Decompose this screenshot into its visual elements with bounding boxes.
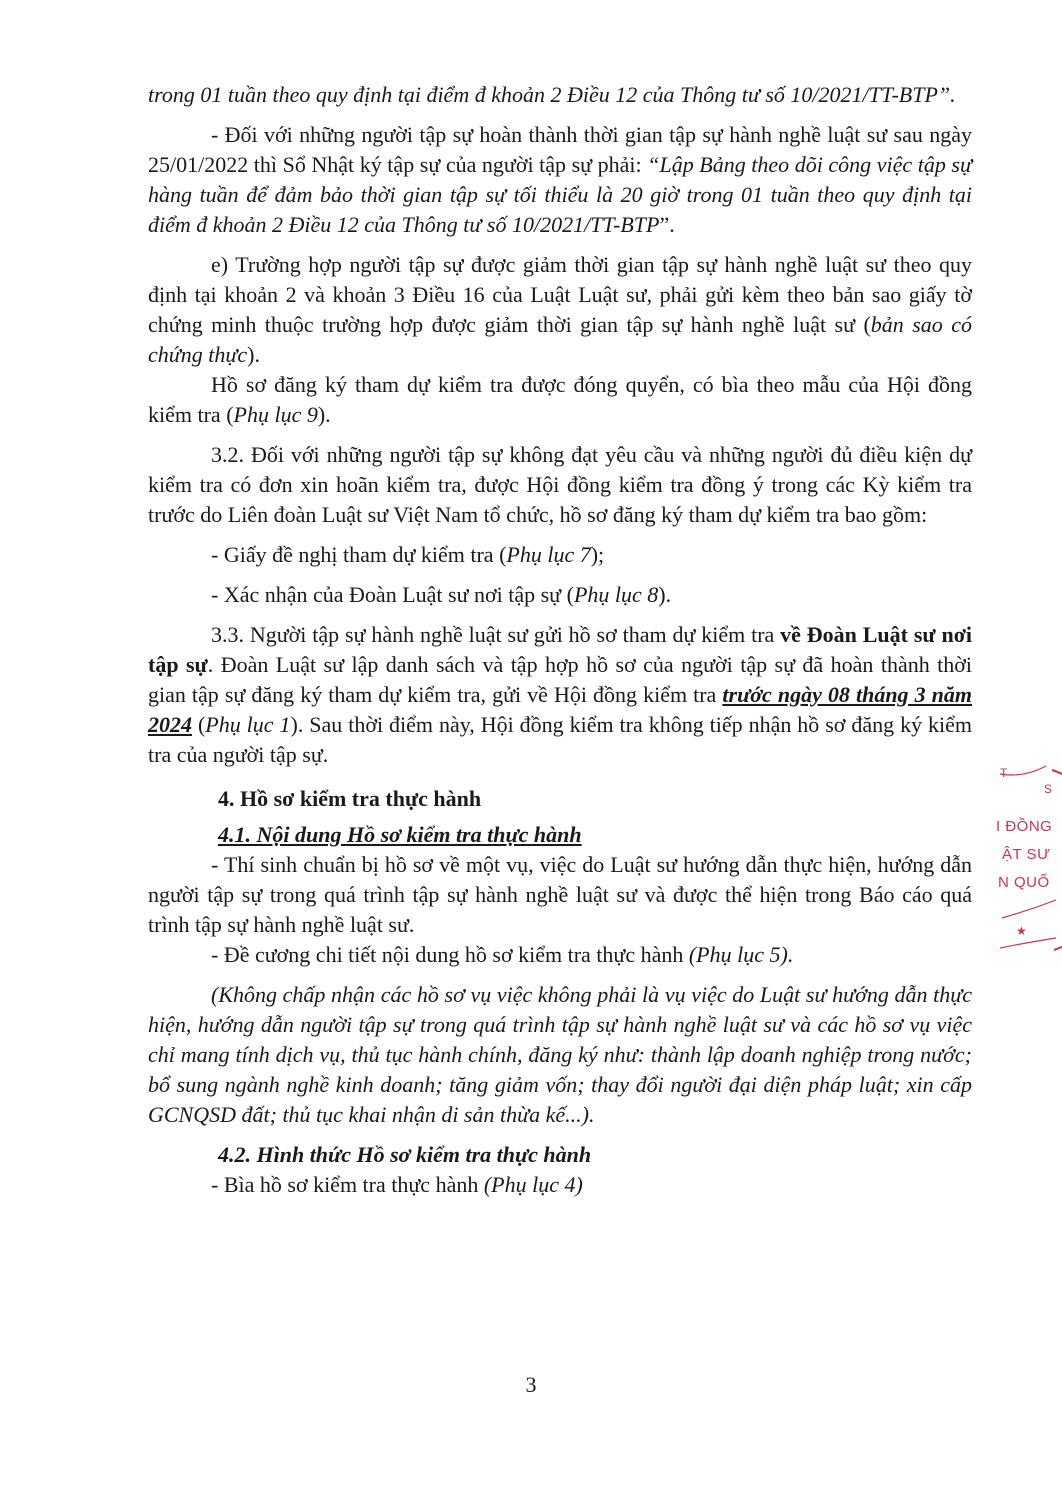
text-run: Phụ lục 1	[205, 712, 291, 737]
text-run: (Phụ lục 5).	[688, 942, 794, 967]
text-run: - Đối với những người tập sự hoàn thành thời gian tập sự hành nghề luật sư sau ngày 25/01/2022 thì Sổ Nhật ký tập sự của người tập sự phải:	[148, 122, 972, 177]
paragraph	[148, 440, 972, 530]
text-run: bản sao có chứng thực	[148, 312, 972, 367]
paragraph	[148, 250, 972, 370]
text-run: Hồ sơ đăng ký tham dự kiểm tra được đóng quyển, có bìa theo mẫu của Hội đồng kiểm tra (	[148, 372, 972, 427]
text-run: ).	[247, 342, 260, 367]
paragraph	[148, 540, 972, 570]
seal-text-5: N QUỐ	[998, 874, 1050, 891]
text-run: 4. Hồ sơ kiểm tra thực hành	[218, 786, 482, 811]
paragraph	[148, 820, 972, 850]
paragraph	[148, 370, 972, 430]
text-run: trong 01 tuần theo quy định tại điểm đ khoản 2 Điều 12 của Thông tư số 10/2021/TT-BTP”.	[148, 82, 956, 107]
document-body	[148, 80, 972, 1200]
seal-text-4: ẬT SƯ	[1002, 846, 1051, 863]
text-run: - Bìa hồ sơ kiểm tra thực hành	[211, 1172, 484, 1197]
text-run: - Xác nhận của Đoàn Luật sư nơi tập sự (	[211, 582, 574, 607]
text-run: ). Sau thời điểm này, Hội đồng kiểm tra không tiếp nhận hồ sơ đăng ký kiểm tra của người tập sự.	[148, 712, 973, 767]
paragraph	[148, 850, 972, 940]
paragraph	[148, 784, 972, 814]
text-run: ”.	[659, 212, 675, 237]
text-run: );	[590, 542, 605, 567]
text-run: Phụ lục 7	[506, 542, 591, 567]
text-run: (Phụ lục 4)	[483, 1172, 583, 1197]
paragraph	[148, 80, 972, 110]
text-run: (Không chấp nhận các hồ sơ vụ việc không phải là vụ việc do Luật sư hướng dẫn thực hiện, hướng dẫn người tập sự trong quá trình tập sự hành nghề luật sư và các hồ sơ vụ việc chỉ mang tính dịch vụ, thủ tục hành chính, đăng ký như: thành lập doanh nghiệp trong nước; bổ sung ngành nghề kinh doanh; tăng giảm vốn; thay đổi người đại diện pháp luật; xin cấp GCNQSD đất; thủ tục khai nhận di sản thừa kế...).	[148, 982, 972, 1127]
red-seal-stamp	[994, 760, 1062, 960]
seal-text-1: T	[1000, 766, 1008, 780]
text-run: ).	[317, 402, 331, 427]
paragraph	[148, 120, 972, 240]
text-run: 4.1. Nội dung Hồ sơ kiểm tra thực hành	[218, 822, 582, 847]
paragraph	[148, 620, 972, 770]
text-run: - Đề cương chi tiết nội dung hồ sơ kiểm tra thực hành	[211, 942, 689, 967]
text-run: ).	[658, 582, 672, 607]
seal-text-2: S	[1044, 782, 1053, 796]
paragraph	[148, 1140, 972, 1170]
seal-star-icon: ★	[1016, 924, 1028, 938]
text-run: - Thí sinh chuẩn bị hồ sơ về một vụ, việc do Luật sư hướng dẫn thực hiện, hướng dẫn người tập sự trong quá trình tập sự hành nghề luật sư và được thể hiện trong Báo cáo quá trình tập sự hành nghề luật sư.	[148, 852, 972, 937]
text-run: trước ngày 08 tháng 3 năm 2024	[148, 682, 973, 737]
paragraph	[148, 580, 972, 610]
text-run: (	[192, 712, 206, 737]
text-run: 4.2. Hình thức Hồ sơ kiểm tra thực hành	[218, 1142, 592, 1167]
page-number: 3	[525, 1372, 537, 1397]
text-run: “Lập Bảng theo dõi công việc tập sự hàng tuần để đảm bảo thời gian tập sự tối thiểu là 20 giờ trong 01 tuần theo quy định tại điểm đ khoản 2 Điều 12 của Thông tư số 10/2021/TT-BTP	[148, 152, 972, 237]
text-run: e) Trường hợp người tập sự được giảm thời gian tập sự hành nghề luật sư theo quy định tại khoản 2 và khoản 3 Điều 16 của Luật Luật sư, phải gửi kèm theo bản sao giấy tờ chứng minh thuộc trường hợp được giảm thời gian tập sự hành nghề luật sư (	[148, 252, 972, 337]
seal-text-3: I ĐỒNG	[996, 818, 1053, 835]
text-run: Phụ lục 9	[233, 402, 318, 427]
text-run: . Đoàn Luật sư lập danh sách và tập hợp hồ sơ của người tập sự đã hoàn thành thời gian tập sự đăng ký tham dự kiểm tra, gửi về Hội đồng kiểm tra	[148, 652, 973, 707]
paragraph	[148, 940, 972, 970]
text-run: 3.3. Người tập sự hành nghề luật sư gửi hồ sơ tham dự kiểm tra	[211, 622, 781, 647]
paragraph	[148, 980, 972, 1130]
text-run: - Giấy đề nghị tham dự kiểm tra (	[211, 542, 507, 567]
text-run: Phụ lục 8	[573, 582, 659, 607]
paragraph	[148, 1170, 972, 1200]
text-run: 3.2. Đối với những người tập sự không đạt yêu cầu và những người đủ điều kiện dự kiểm tra có đơn xin hoãn kiểm tra, được Hội đồng kiểm tra đồng ý trong các Kỳ kiểm tra trước do Liên đoàn Luật sư Việt Nam tổ chức, hồ sơ đăng ký tham dự kiểm tra bao gồm:	[148, 442, 972, 527]
text-run: về Đoàn Luật sư nơi tập sự	[148, 622, 972, 677]
